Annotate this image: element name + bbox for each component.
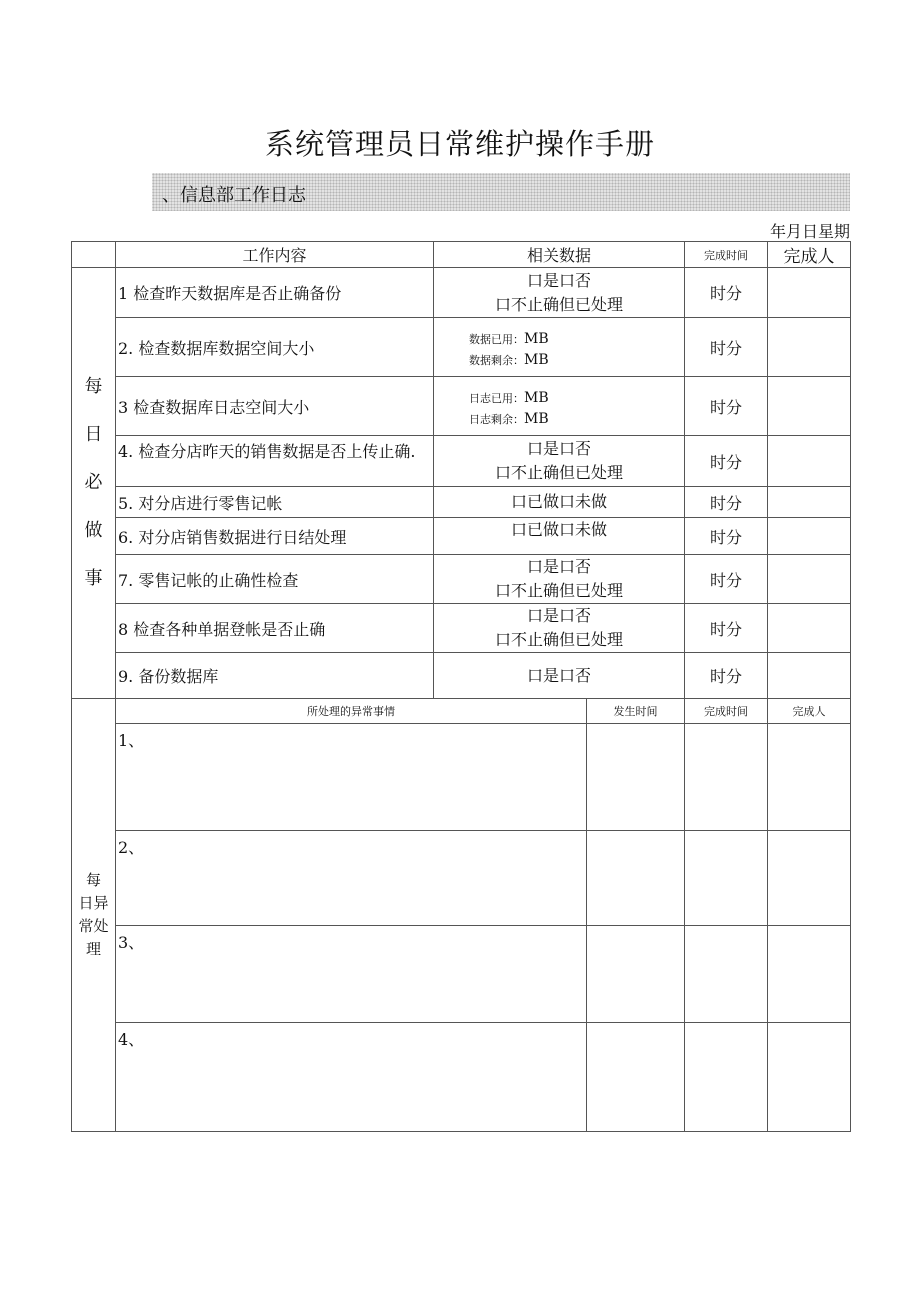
task-7-time: 时分 — [685, 555, 768, 604]
exception-2-occur[interactable] — [587, 831, 685, 926]
exception-3-occur[interactable] — [587, 926, 685, 1023]
group-char: 每 — [84, 376, 103, 397]
log-free-line — [434, 409, 684, 430]
checkbox-option[interactable]: 口已做口未做 — [510, 492, 607, 511]
group-char: 日 — [84, 424, 103, 445]
group-char: 每 — [85, 871, 101, 889]
group-char: 理 — [85, 940, 101, 958]
exception-3-person[interactable] — [768, 926, 851, 1023]
section-banner — [152, 173, 850, 211]
task-3-data — [434, 377, 685, 436]
log-used-unit: MB — [524, 390, 549, 406]
data-used-label: 数据已用： — [469, 333, 524, 346]
header-content: 工作内容 — [116, 242, 434, 268]
exception-2-finish[interactable] — [685, 831, 768, 926]
group-char: 日异 — [78, 894, 109, 912]
task-3-person[interactable] — [768, 377, 851, 436]
task-1-data — [434, 268, 685, 318]
task-1-time: 时分 — [685, 268, 768, 318]
header-data: 相关数据 — [434, 242, 685, 268]
exception-1-finish[interactable] — [685, 724, 768, 831]
task-7-person[interactable] — [768, 555, 851, 604]
checkbox-option[interactable]: 口不止确但已处理 — [494, 294, 623, 314]
task-8-data — [434, 604, 685, 653]
exception-item-3[interactable]: 3、 — [116, 926, 587, 1023]
daily-tasks-table — [71, 241, 851, 699]
log-used-label: 日志已用： — [469, 392, 524, 405]
task-7: 7. 零售记帐的止确性检查 — [116, 555, 434, 604]
exception-4-person[interactable] — [768, 1023, 851, 1132]
task-3-time: 时分 — [685, 377, 768, 436]
task-5-data — [434, 487, 685, 518]
task-6-time: 时分 — [685, 518, 768, 555]
exception-item-1[interactable]: 1、 — [116, 724, 587, 831]
checkbox-option[interactable]: 口是口否 — [526, 665, 591, 685]
task-3: 3 检查数据库日志空间大小 — [116, 377, 434, 436]
section-heading: 、信息部工作日志 — [162, 185, 306, 206]
log-free-unit: MB — [524, 411, 549, 427]
task-6-person[interactable] — [768, 518, 851, 555]
group-char: 必 — [84, 472, 103, 493]
task-5-person[interactable] — [768, 487, 851, 518]
checkbox-option[interactable]: 口是口否 — [526, 557, 591, 576]
header-finish-person: 完成人 — [768, 699, 851, 724]
task-4: 4. 检查分店昨天的销售数据是否上传止确. — [116, 436, 434, 487]
exception-4-occur[interactable] — [587, 1023, 685, 1132]
checkbox-option[interactable]: 口是口否 — [526, 606, 591, 625]
log-free-label: 日志剩余： — [469, 413, 524, 426]
task-9-time: 时分 — [685, 653, 768, 699]
task-4-time: 时分 — [685, 436, 768, 487]
checkbox-option[interactable]: 口不止确但已处理 — [494, 581, 623, 600]
task-1: 1 检查昨天数据库是否止确备份 — [116, 268, 434, 318]
data-used-line — [434, 323, 684, 350]
task-5: 5. 对分店进行零售记帐 — [116, 487, 434, 518]
exception-group-label — [72, 699, 116, 1132]
task-9: 9. 备份数据库 — [116, 653, 434, 699]
task-8-time: 时分 — [685, 604, 768, 653]
task-4-data — [434, 436, 685, 487]
exception-4-finish[interactable] — [685, 1023, 768, 1132]
header-occur-time: 发生时间 — [587, 699, 685, 724]
exception-3-finish[interactable] — [685, 926, 768, 1023]
log-used-line — [434, 382, 684, 409]
task-2-data — [434, 318, 685, 377]
group-char: 常处 — [78, 917, 109, 935]
task-9-data — [434, 653, 685, 699]
header-person: 完成人 — [768, 242, 851, 268]
task-2-person[interactable] — [768, 318, 851, 377]
header-blank — [72, 242, 116, 268]
task-9-person[interactable] — [768, 653, 851, 699]
exception-table — [71, 698, 851, 1132]
task-2-time: 时分 — [685, 318, 768, 377]
header-matter: 所处理的异常事情 — [116, 699, 587, 724]
data-used-unit: MB — [524, 331, 549, 347]
exception-2-person[interactable] — [768, 831, 851, 926]
header-finish-time: 完成时间 — [685, 699, 768, 724]
task-8: 8 检查各种单据登帐是否止确 — [116, 604, 434, 653]
data-free-unit: MB — [524, 352, 549, 368]
task-5-time: 时分 — [685, 487, 768, 518]
exception-1-occur[interactable] — [587, 724, 685, 831]
exception-1-person[interactable] — [768, 724, 851, 831]
daily-group-label — [72, 268, 116, 699]
group-char: 事 — [84, 568, 103, 589]
data-free-line — [434, 350, 684, 371]
page-title: 系统管理员日常维护操作手册 — [264, 127, 655, 161]
exception-item-4[interactable]: 4、 — [116, 1023, 587, 1132]
checkbox-option[interactable]: 口已做口未做 — [510, 520, 607, 539]
task-6: 6. 对分店销售数据进行日结处理 — [116, 518, 434, 555]
task-1-person[interactable] — [768, 268, 851, 318]
task-8-person[interactable] — [768, 604, 851, 653]
checkbox-option[interactable]: 口不止确但已处理 — [494, 630, 623, 649]
task-7-data — [434, 555, 685, 604]
group-char: 做 — [84, 520, 103, 541]
task-4-person[interactable] — [768, 436, 851, 487]
header-time: 完成时间 — [685, 242, 768, 268]
checkbox-option[interactable]: 口不止确但已处理 — [494, 463, 623, 482]
data-free-label: 数据剩余： — [469, 354, 524, 367]
task-2: 2. 检查数据库数据空间大小 — [116, 318, 434, 377]
exception-item-2[interactable]: 2、 — [116, 831, 587, 926]
task-6-data — [434, 518, 685, 555]
date-line: 年月日星期 — [769, 222, 850, 241]
checkbox-option[interactable]: 口是口否 — [526, 270, 591, 290]
checkbox-option[interactable]: 口是口否 — [526, 439, 591, 458]
